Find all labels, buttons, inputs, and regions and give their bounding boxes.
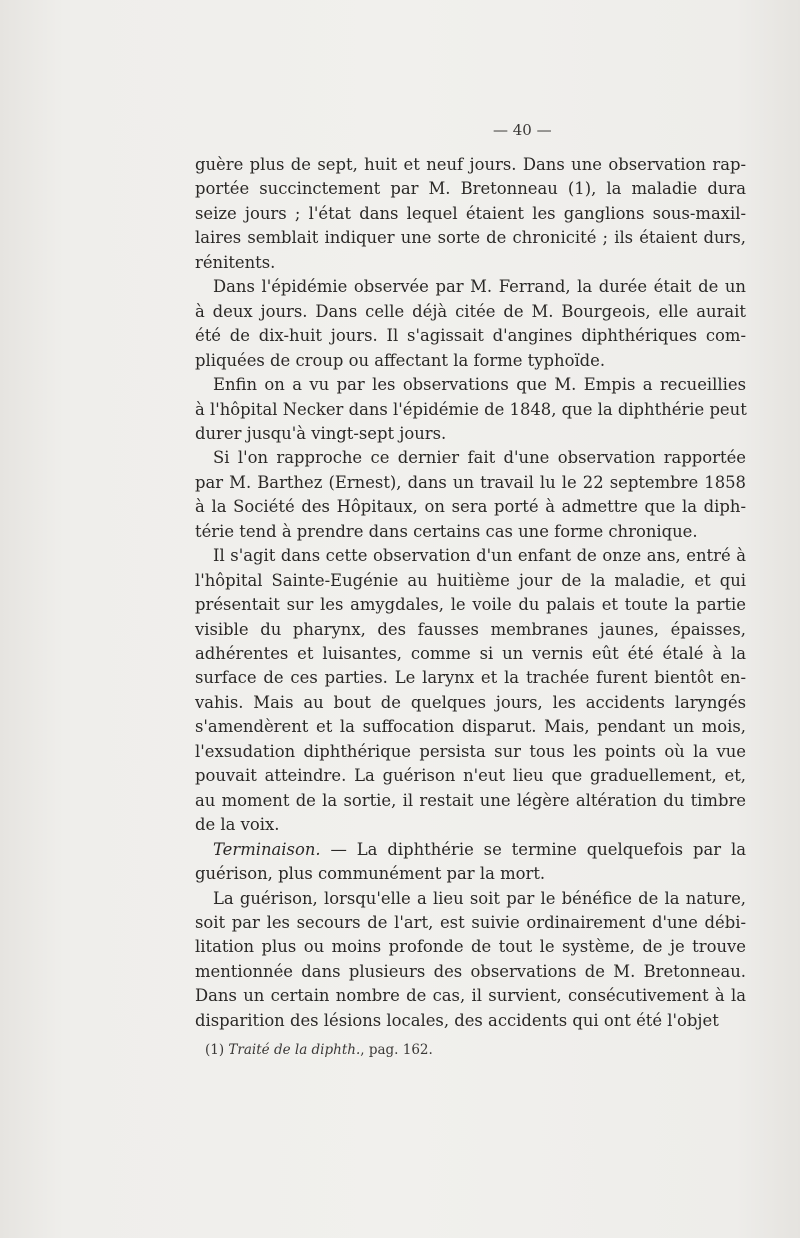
text-line: La guérison, lorsqu'elle a lieu soit par le bénéfice de la nature,: [213, 888, 746, 908]
text-line: été de dix-huit jours. Il s'agissait d'angines diphthériques com-: [195, 326, 746, 346]
text-line: mentionnée dans plusieurs des observations de M. Bretonneau.: [195, 961, 746, 981]
text-line: guère plus de sept, huit et neuf jours. Dans une observation rap-: [195, 155, 746, 174]
text-line: durer jusqu'à vingt-sept jours.: [195, 423, 447, 443]
text-line: adhérentes et luisantes, comme si un vernis eût été étalé à la: [195, 644, 746, 663]
text-line: laires semblait indiquer une sorte de chronicité ; ils étaient durs,: [195, 228, 746, 248]
text-line: à la Société des Hôpitaux, on sera porté à admettre que la diph-: [195, 497, 746, 517]
text-line: térie tend à prendre dans certains cas une forme chronique.: [195, 521, 698, 541]
text-line: Dans l'épidémie observée par M. Ferrand, la durée était de un: [213, 277, 746, 297]
text-line: l'hôpital Sainte-Eugénie au huitième jour de la maladie, et qui: [195, 570, 746, 590]
text-line: de la voix.: [195, 815, 280, 835]
text-line: Dans un certain nombre de cas, il survient, consécutivement à la: [195, 986, 746, 1006]
page-number: — 40 —: [493, 121, 552, 139]
text-line: par M. Barthez (Ernest), dans un travail lu le 22 septembre 1858: [195, 472, 746, 492]
text-line: visible du pharynx, des fausses membranes jaunes, épaisses,: [195, 619, 746, 639]
footnote-title: Traité de la diphth.: [228, 1042, 361, 1059]
text-line: Il s'agit dans cette observation d'un enfant de onze ans, entré à: [213, 546, 746, 566]
text-line: Enfin on a vu par les observations que M. Empis a recueillies: [213, 375, 746, 395]
text-line: litation plus ou moins profonde de tout le système, de je trouve: [195, 937, 746, 957]
text-line: seize jours ; l'état dans lequel étaient les ganglions sous-maxil-: [195, 203, 746, 223]
text-line: soit par les secours de l'art, est suivie ordinairement d'une débi-: [195, 912, 746, 932]
text-line: rénitents.: [195, 252, 276, 272]
text-line: vahis. Mais au bout de quelques jours, les accidents laryngés: [195, 692, 746, 712]
footnote-ref: , pag. 162.: [360, 1042, 433, 1059]
footnote: [205, 1042, 433, 1058]
text-line: pouvait atteindre. La guérison n'eut lieu que graduellement, et,: [195, 766, 746, 786]
text-line: surface de ces parties. Le larynx et la trachée furent bientôt en-: [195, 668, 746, 688]
text-line: disparition des lésions locales, des accidents qui ont été l'objet: [195, 1010, 719, 1030]
text-line: portée succinctement par M. Bretonneau (1), la maladie dura: [195, 179, 746, 199]
text-line: pliquées de croup ou affectant la forme typhoïde.: [195, 350, 606, 370]
text-line: s'amendèrent et la suffocation disparut. Mais, pendant un mois,: [195, 717, 746, 737]
text-line: guérison, plus communément par la mort.: [195, 864, 546, 884]
section-label: Terminaison.: [213, 839, 321, 859]
text-line: à deux jours. Dans celle déjà citée de M. Bourgeois, elle aurait: [195, 301, 746, 321]
text-line: à l'hôpital Necker dans l'épidémie de 1848, que la diphthérie peut: [195, 399, 747, 419]
text-line: l'exsudation diphthérique persista sur tous les points où la vue: [195, 741, 746, 761]
text-line: au moment de la sortie, il restait une légère altération du timbre: [195, 790, 746, 810]
text-line: présentait sur les amygdales, le voile du palais et toute la partie: [195, 595, 746, 615]
text-line: Terminaison. — La diphthérie se termine quelquefois par la: [213, 839, 746, 859]
text-line: Si l'on rapproche ce dernier fait d'une observation rapportée: [213, 448, 746, 468]
footnote-marker: (1): [205, 1042, 229, 1059]
